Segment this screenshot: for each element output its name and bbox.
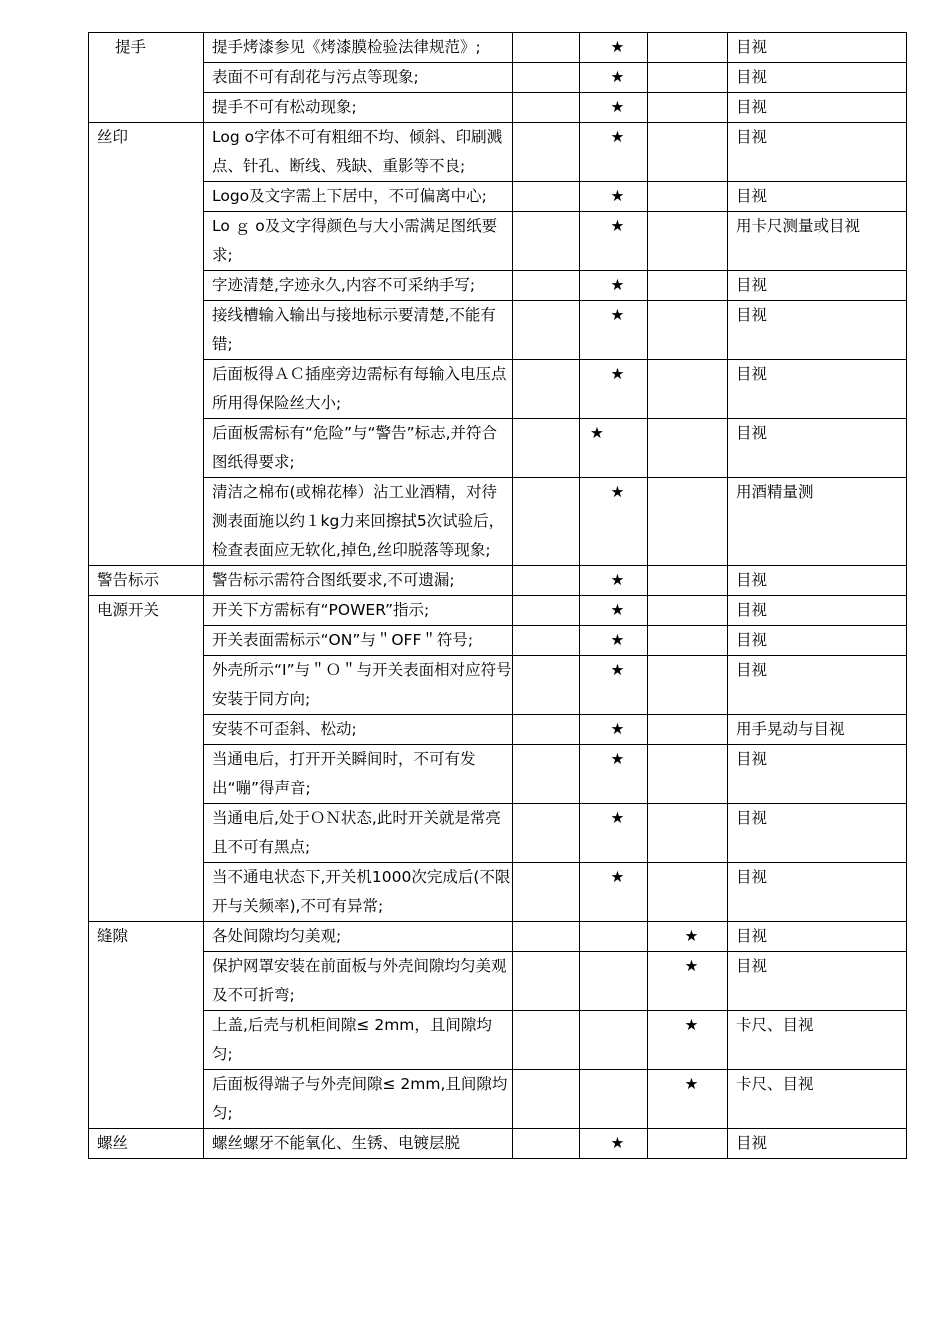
table-row [89, 123, 907, 182]
level-c2-cell: ★ [580, 863, 648, 922]
table-row [89, 271, 907, 301]
level-c1-cell [513, 182, 580, 212]
level-c1-cell [513, 715, 580, 745]
requirement-cell: 螺丝螺牙不能氧化、生锈、电镀层脱 [204, 1129, 513, 1159]
table-row [89, 952, 907, 1011]
requirement-cell: Lo ｇ o及文字得颜色与大小需满足图纸要求; [204, 212, 513, 271]
table-row [89, 33, 907, 63]
table-row [89, 419, 907, 478]
level-c1-cell [513, 596, 580, 626]
level-c3-cell [648, 863, 728, 922]
requirement-cell: 提手不可有松动现象; [204, 93, 513, 123]
table-row [89, 478, 907, 566]
level-c2-cell [580, 922, 648, 952]
level-c2-cell: ★ [580, 93, 648, 123]
level-c1-cell [513, 478, 580, 566]
level-c3-cell [648, 271, 728, 301]
level-c1-cell [513, 271, 580, 301]
level-c1-cell [513, 745, 580, 804]
item-cell: 电源开关 [89, 596, 204, 922]
level-c2-cell [580, 952, 648, 1011]
level-c1-cell [513, 626, 580, 656]
requirement-cell: 各处间隙均匀美观; [204, 922, 513, 952]
level-c1-cell [513, 212, 580, 271]
requirement-cell: 上盖,后壳与机柜间隙≤ 2mm，且间隙均匀; [204, 1011, 513, 1070]
level-c3-cell [648, 360, 728, 419]
table-row [89, 1070, 907, 1129]
level-c3-cell [648, 123, 728, 182]
table-row [89, 804, 907, 863]
method-cell: 用手晃动与目视 [728, 715, 907, 745]
method-cell: 目视 [728, 360, 907, 419]
requirement-cell: Log o字体不可有粗细不均、倾斜、印刷溅点、针孔、断线、残缺、重影等不良; [204, 123, 513, 182]
method-cell: 目视 [728, 93, 907, 123]
level-c1-cell [513, 1070, 580, 1129]
level-c1-cell [513, 123, 580, 182]
level-c1-cell [513, 566, 580, 596]
level-c2-cell: ★ [580, 301, 648, 360]
level-c2-cell [580, 1070, 648, 1129]
item-cell: 丝印 [89, 123, 204, 566]
level-c2-cell: ★ [580, 360, 648, 419]
level-c2-cell: ★ [580, 33, 648, 63]
method-cell: 目视 [728, 952, 907, 1011]
level-c2-cell: ★ [580, 1129, 648, 1159]
level-c2-cell: ★ [580, 656, 648, 715]
method-cell: 卡尺、目视 [728, 1070, 907, 1129]
method-cell: 目视 [728, 656, 907, 715]
requirement-cell: 安装不可歪斜、松动; [204, 715, 513, 745]
requirement-cell: 表面不可有刮花与污点等现象; [204, 63, 513, 93]
level-c2-cell: ★ [580, 626, 648, 656]
method-cell: 卡尺、目视 [728, 1011, 907, 1070]
level-c3-cell [648, 745, 728, 804]
method-cell: 目视 [728, 182, 907, 212]
inspection-table-body [89, 33, 907, 1159]
level-c2-cell: ★ [580, 566, 648, 596]
table-row [89, 745, 907, 804]
level-c2-cell: ★ [580, 715, 648, 745]
level-c1-cell [513, 1011, 580, 1070]
level-c2-cell: ★ [580, 745, 648, 804]
level-c3-cell [648, 93, 728, 123]
level-c3-cell [648, 1129, 728, 1159]
level-c3-cell: ★ [648, 1070, 728, 1129]
level-c3-cell [648, 212, 728, 271]
level-c2-cell: ★ [580, 212, 648, 271]
table-row [89, 922, 907, 952]
level-c2-cell: ★ [580, 478, 648, 566]
method-cell: 用酒精量测 [728, 478, 907, 566]
table-row [89, 715, 907, 745]
item-cell: 缝隙 [89, 922, 204, 1129]
method-cell: 目视 [728, 804, 907, 863]
method-cell: 目视 [728, 745, 907, 804]
level-c1-cell [513, 804, 580, 863]
item-cell: 警告标示 [89, 566, 204, 596]
item-cell: 提手 [89, 33, 204, 123]
table-row [89, 212, 907, 271]
level-c3-cell: ★ [648, 952, 728, 1011]
requirement-cell: 提手烤漆参见《烤漆膜检验法律规范》; [204, 33, 513, 63]
method-cell: 目视 [728, 863, 907, 922]
level-c3-cell [648, 566, 728, 596]
level-c2-cell [580, 1011, 648, 1070]
level-c3-cell [648, 804, 728, 863]
requirement-cell: 警告标示需符合图纸要求,不可遗漏; [204, 566, 513, 596]
method-cell: 用卡尺测量或目视 [728, 212, 907, 271]
requirement-cell: 字迹清楚,字迹永久,内容不可采纳手写; [204, 271, 513, 301]
requirement-cell: 当通电后,处于ＯＮ状态,此时开关就是常亮且不可有黑点; [204, 804, 513, 863]
level-c3-cell [648, 656, 728, 715]
level-c3-cell [648, 301, 728, 360]
method-cell: 目视 [728, 123, 907, 182]
table-row [89, 566, 907, 596]
method-cell: 目视 [728, 1129, 907, 1159]
inspection-table [88, 32, 907, 1159]
level-c3-cell [648, 182, 728, 212]
level-c2-cell: ★ [580, 182, 648, 212]
requirement-cell: 开关表面需标示“ON”与＂OFF＂符号; [204, 626, 513, 656]
requirement-cell: 开关下方需标有“POWER”指示; [204, 596, 513, 626]
method-cell: 目视 [728, 922, 907, 952]
requirement-cell: 保护网罩安装在前面板与外壳间隙均匀美观及不可折弯; [204, 952, 513, 1011]
level-c3-cell: ★ [648, 1011, 728, 1070]
level-c3-cell [648, 626, 728, 656]
level-c2-cell: ★ [580, 804, 648, 863]
level-c1-cell [513, 863, 580, 922]
level-c1-cell [513, 922, 580, 952]
table-row [89, 1129, 907, 1159]
requirement-cell: Logo及文字需上下居中，不可偏离中心; [204, 182, 513, 212]
table-row [89, 93, 907, 123]
requirement-cell: 外壳所示“I”与＂Ｏ＂与开关表面相对应符号安装于同方向; [204, 656, 513, 715]
method-cell: 目视 [728, 419, 907, 478]
method-cell: 目视 [728, 63, 907, 93]
method-cell: 目视 [728, 301, 907, 360]
method-cell: 目视 [728, 33, 907, 63]
level-c2-cell: ★ [580, 419, 648, 478]
table-row [89, 863, 907, 922]
level-c3-cell [648, 33, 728, 63]
level-c2-cell: ★ [580, 596, 648, 626]
requirement-cell: 清洁之棉布(或棉花棒）沾工业酒精，对待测表面施以约１kg力来回擦拭5次试验后，检查表面应无软化,掉色,丝印脱落等现象; [204, 478, 513, 566]
requirement-cell: 接线槽输入输出与接地标示要清楚,不能有错; [204, 301, 513, 360]
level-c1-cell [513, 952, 580, 1011]
level-c3-cell [648, 478, 728, 566]
requirement-cell: 后面板需标有“危险”与“警告”标志,并符合图纸得要求; [204, 419, 513, 478]
level-c1-cell [513, 656, 580, 715]
table-row [89, 596, 907, 626]
method-cell: 目视 [728, 271, 907, 301]
method-cell: 目视 [728, 596, 907, 626]
level-c3-cell [648, 596, 728, 626]
table-row [89, 1011, 907, 1070]
level-c2-cell: ★ [580, 123, 648, 182]
level-c2-cell: ★ [580, 63, 648, 93]
table-row [89, 360, 907, 419]
table-row [89, 656, 907, 715]
level-c3-cell [648, 715, 728, 745]
table-row [89, 626, 907, 656]
item-cell: 螺丝 [89, 1129, 204, 1159]
table-row [89, 182, 907, 212]
requirement-cell: 后面板得ＡＣ插座旁边需标有每输入电压点所用得保险丝大小; [204, 360, 513, 419]
table-row [89, 301, 907, 360]
requirement-cell: 后面板得端子与外壳间隙≤ 2mm,且间隙均匀; [204, 1070, 513, 1129]
method-cell: 目视 [728, 626, 907, 656]
level-c1-cell [513, 33, 580, 63]
level-c1-cell [513, 63, 580, 93]
level-c1-cell [513, 301, 580, 360]
requirement-cell: 当不通电状态下,开关机1000次完成后(不限开与关频率),不可有异常; [204, 863, 513, 922]
level-c3-cell: ★ [648, 922, 728, 952]
level-c1-cell [513, 419, 580, 478]
level-c3-cell [648, 63, 728, 93]
requirement-cell: 当通电后，打开开关瞬间时，不可有发出“嘣”得声音; [204, 745, 513, 804]
level-c2-cell: ★ [580, 271, 648, 301]
level-c1-cell [513, 93, 580, 123]
level-c1-cell [513, 1129, 580, 1159]
table-row [89, 63, 907, 93]
level-c1-cell [513, 360, 580, 419]
method-cell: 目视 [728, 566, 907, 596]
level-c3-cell [648, 419, 728, 478]
